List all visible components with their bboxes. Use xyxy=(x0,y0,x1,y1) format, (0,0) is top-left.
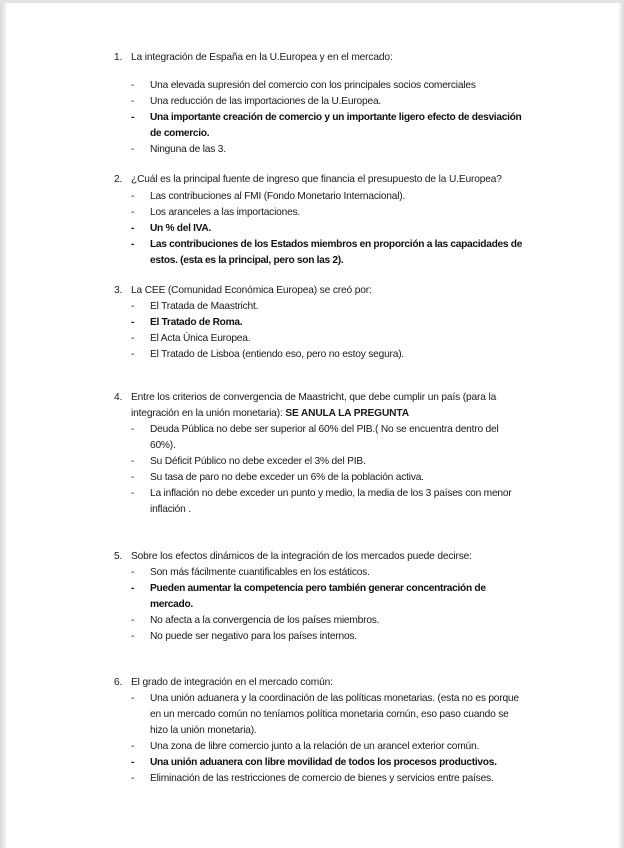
option-bullet: - xyxy=(131,239,135,250)
option-item xyxy=(131,422,524,454)
option-item xyxy=(131,739,524,755)
option-text: Una importante creación de comercio y un importante ligero efecto de desviación de comercio. xyxy=(150,112,522,139)
option-item xyxy=(131,94,524,110)
question-number: 6. xyxy=(114,677,123,688)
option-item-correct xyxy=(131,110,524,142)
option-item xyxy=(131,629,524,645)
question-title xyxy=(114,549,524,565)
option-text: Una unión aduanera con libre movilidad de todos los procesos productivos. xyxy=(150,757,497,768)
option-text: Las contribuciones al FMI (Fondo Monetario Internacional). xyxy=(150,191,406,202)
question-title xyxy=(114,283,524,299)
option-text: La inflación no debe exceder un punto y medio, la media de los 3 países con menor inflación . xyxy=(150,488,512,515)
option-text: Pueden aumentar la competencia pero también generar concentración de mercado. xyxy=(150,583,486,610)
option-bullet: - xyxy=(131,301,135,312)
option-bullet: - xyxy=(131,96,135,107)
option-bullet: - xyxy=(131,472,135,483)
question-number: 1. xyxy=(114,52,123,63)
option-item xyxy=(131,691,524,739)
option-list xyxy=(114,78,524,158)
option-list xyxy=(114,691,524,787)
option-item xyxy=(131,486,524,518)
option-bullet: - xyxy=(131,488,135,499)
option-bullet: - xyxy=(131,191,135,202)
option-item xyxy=(131,771,524,787)
question-number: 4. xyxy=(114,392,123,403)
page-shadow-left xyxy=(0,0,6,848)
option-bullet: - xyxy=(131,773,135,784)
question-text: Sobre los efectos dinámicos de la integración de los mercados puede decirse: xyxy=(131,551,472,562)
option-text: Son más fácilmente cuantificables en los estáticos. xyxy=(150,567,370,578)
option-list xyxy=(114,299,524,363)
option-item xyxy=(131,454,524,470)
question-number: 3. xyxy=(114,285,123,296)
question-title xyxy=(114,50,524,66)
option-text: Un % del IVA. xyxy=(150,223,212,234)
option-item xyxy=(131,347,524,363)
question-3 xyxy=(114,283,524,363)
option-text: Eliminación de las restricciones de comercio de bienes y servicios entre países. xyxy=(150,773,494,784)
page-shadow-top xyxy=(0,0,624,3)
option-text: El Tratada de Maastricht. xyxy=(150,301,259,312)
option-text: No puede ser negativo para los países internos. xyxy=(150,631,357,642)
question-number: 2. xyxy=(114,174,123,185)
option-text: Su tasa de paro no debe exceder un 6% de la población activa. xyxy=(150,472,424,483)
question-text: La CEE (Comunidad Económica Europea) se creó por: xyxy=(131,285,372,296)
option-bullet: - xyxy=(131,317,135,328)
question-title xyxy=(114,390,524,422)
option-bullet: - xyxy=(131,456,135,467)
option-item xyxy=(131,470,524,486)
option-list xyxy=(114,422,524,518)
option-text: Una reducción de las importaciones de la U.Europea. xyxy=(150,96,382,107)
option-item xyxy=(131,565,524,581)
option-item xyxy=(131,331,524,347)
option-bullet: - xyxy=(131,223,135,234)
option-bullet: - xyxy=(131,80,135,91)
option-text: Una zona de libre comercio junto a la relación de un arancel exterior común. xyxy=(150,741,480,752)
question-text xyxy=(131,390,524,422)
question-2 xyxy=(114,172,524,269)
option-bullet: - xyxy=(131,615,135,626)
option-text: El Acta Única Europea. xyxy=(150,333,251,344)
option-item xyxy=(131,205,524,221)
option-text: Su Déficit Público no debe exceder el 3% del PIB. xyxy=(150,456,366,467)
page-shadow-right xyxy=(619,0,624,848)
option-item xyxy=(131,142,524,158)
option-text: Las contribuciones de los Estados miembros en proporción a las capacidades de estos. (esta es la principal, pero son las 2). xyxy=(150,239,523,266)
option-list xyxy=(114,565,524,645)
option-text: Ninguna de las 3. xyxy=(150,144,226,155)
question-title xyxy=(114,172,524,188)
option-text: Una unión aduanera y la coordinación de las políticas monetarias. (esta no es porque en un mercado común no teníamos política monetaria común, eso paso cuando se hizo la unión monetaria). xyxy=(150,693,519,736)
document-page xyxy=(114,50,524,787)
question-text: ¿Cuál es la principal fuente de ingreso que financia el presupuesto de la U.Europea? xyxy=(131,174,502,185)
option-item-correct xyxy=(131,315,524,331)
option-text: El Tratado de Lisboa (entiendo eso, pero no estoy segura). xyxy=(150,349,405,360)
option-item-correct xyxy=(131,581,524,613)
option-item xyxy=(131,613,524,629)
question-number: 5. xyxy=(114,551,123,562)
option-bullet: - xyxy=(131,567,135,578)
option-bullet: - xyxy=(131,207,135,218)
option-text: No afecta a la convergencia de los países miembros. xyxy=(150,615,380,626)
annulled-note: SE ANULA LA PREGUNTA xyxy=(285,408,409,419)
option-bullet: - xyxy=(131,631,135,642)
question-4 xyxy=(114,390,524,518)
question-title xyxy=(114,675,524,691)
option-bullet: - xyxy=(131,333,135,344)
option-item-correct xyxy=(131,221,524,237)
question-5 xyxy=(114,549,524,645)
question-text: El grado de integración en el mercado común: xyxy=(131,677,333,688)
question-text: La integración de España en la U.Europea y en el mercado: xyxy=(131,52,393,63)
option-item xyxy=(131,78,524,94)
option-text: Los aranceles a las importaciones. xyxy=(150,207,301,218)
option-bullet: - xyxy=(131,424,135,435)
option-bullet: - xyxy=(131,757,135,768)
option-text: El Tratado de Roma. xyxy=(150,317,243,328)
option-text: Deuda Pública no debe ser superior al 60% del PIB.( No se encuentra dentro del 60%). xyxy=(150,424,499,451)
question-1 xyxy=(114,50,524,158)
question-6 xyxy=(114,675,524,787)
option-bullet: - xyxy=(131,112,135,123)
option-list xyxy=(114,189,524,269)
option-item xyxy=(131,299,524,315)
option-bullet: - xyxy=(131,349,135,360)
option-bullet: - xyxy=(131,741,135,752)
option-item-correct xyxy=(131,237,524,269)
option-bullet: - xyxy=(131,583,135,594)
option-bullet: - xyxy=(131,144,135,155)
option-item-correct xyxy=(131,755,524,771)
option-text: Una elevada supresión del comercio con los principales socios comerciales xyxy=(150,80,476,91)
option-bullet: - xyxy=(131,693,135,704)
option-item xyxy=(131,189,524,205)
question-text-main: Entre los criterios de convergencia de Maastricht, que debe cumplir un país (para la integración en la unión monetaria): xyxy=(131,392,497,419)
